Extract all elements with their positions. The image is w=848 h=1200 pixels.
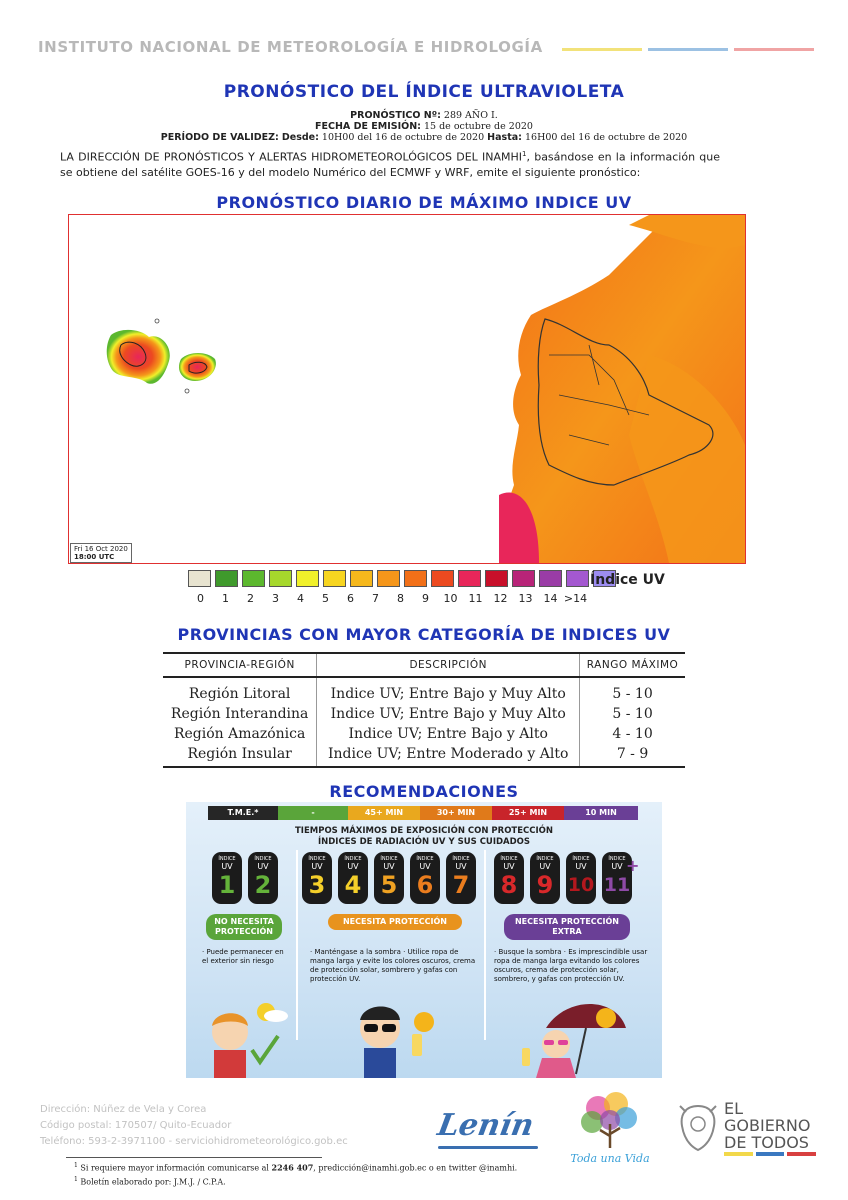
uv-card [410, 852, 440, 904]
header-line-red [734, 48, 814, 51]
provinces-table [163, 652, 685, 768]
uv-card-number: 8 [500, 871, 518, 899]
lenin-logo-text: Lenín [434, 1108, 537, 1143]
footnote-rule [66, 1157, 322, 1158]
page-title: PRONÓSTICO DEL ÍNDICE ULTRAVIOLETA [223, 82, 625, 102]
child-with-check-illustration [212, 1003, 288, 1078]
exposure-bar-tme: T.M.E.* [208, 806, 278, 820]
issue-date-label: FECHA DE EMISIÓN: [315, 121, 421, 132]
intro-text-b: , basándose en la información que se obtiene del satélite GOES-16 y del modelo Numérico del ECMWF y WRF, emite el siguiente pronóstico: [60, 150, 720, 179]
legend-value: 13 [518, 592, 533, 605]
forecast-number-label: PRONÓSTICO Nº: [350, 110, 441, 121]
legend-swatch [539, 570, 562, 587]
legend-swatch [566, 570, 589, 587]
legend-swatch [242, 570, 265, 587]
uv-card-uv: UV [539, 862, 551, 871]
legend-value: 4 [297, 592, 304, 605]
footnote-2-text: Boletín elaborado por: J.M.J. / C.P.A. [80, 1177, 226, 1187]
legend-swatch [377, 570, 400, 587]
legend-swatch [323, 570, 346, 587]
column-header: RANGO MÁXIMO [580, 653, 685, 677]
stripe-red [787, 1152, 816, 1156]
map-timestamp [70, 543, 132, 563]
uv-card-number: 11 [603, 874, 631, 896]
validity-to-label: Hasta: [487, 132, 522, 143]
uv-card [566, 852, 596, 904]
exposure-bar-45: 45+ MIN [348, 806, 420, 820]
uv-card-uv: UV [455, 862, 467, 871]
uv-card-label: ÍNDICE [572, 856, 590, 862]
footnote-1-twitter[interactable]: @inamhi. [478, 1163, 518, 1173]
uv-card-label: ÍNDICE [416, 856, 434, 862]
footer-postal: Código postal: 170507/ Quito-Ecuador [40, 1120, 232, 1131]
recommendations-title: RECOMENDACIONES [329, 782, 519, 801]
galapagos-islands [107, 319, 216, 393]
lenin-logo [434, 1108, 542, 1152]
uv-card-number: 1 [218, 871, 236, 899]
toda-una-vida-text: Toda una Vida [570, 1152, 650, 1165]
uv-card [374, 852, 404, 904]
uv-card-label: ÍNDICE [218, 856, 236, 862]
uv-card [446, 852, 476, 904]
uv-card-label: ÍNDICE [536, 856, 554, 862]
gobierno-line-3: DE TODOS [724, 1133, 809, 1152]
stripe-blue [756, 1152, 785, 1156]
forecast-number-value: 289 AÑO I. [443, 110, 498, 121]
no-protection-pill: NO NECESITA PROTECCIÓN [206, 914, 282, 940]
uv-card-uv: UV [575, 862, 587, 871]
legend-title: Índice UV [590, 572, 665, 588]
gobierno-line-1: EL [724, 1099, 744, 1118]
gobierno-line-2: GOBIERNO [724, 1116, 811, 1135]
uv-card-label: ÍNDICE [452, 856, 470, 862]
infographic-heading-1: TIEMPOS MÁXIMOS DE EXPOSICIÓN CON PROTECCIÓN [294, 826, 554, 836]
uv-card-uv: UV [311, 862, 323, 871]
map-title: PRONÓSTICO DIARIO DE MÁXIMO INDICE UV [216, 193, 632, 212]
recommendations-infographic [186, 802, 662, 1078]
region-cell: Región Interandina [170, 706, 309, 722]
legend-swatch [512, 570, 535, 587]
footnote-1 [74, 1162, 517, 1173]
uv-card-label: ÍNDICE [254, 856, 272, 862]
table-row [163, 677, 685, 704]
legend-swatch [458, 570, 481, 587]
uv-color-legend [188, 570, 620, 587]
no-protection-text: · Puede permanecer en el exterior sin riesgo [202, 948, 284, 965]
legend-value: 7 [372, 592, 379, 605]
protection-text: · Manténgase a la sombra · Utilice ropa de manga larga y evite los colores oscuros, crema de protección solar, sombrero y gafas con protección UV. [310, 948, 476, 983]
stripe-yellow [724, 1152, 753, 1156]
toda-una-vida-logo [570, 1090, 650, 1170]
uv-card-uv: UV [611, 862, 623, 871]
table-row [163, 724, 685, 744]
intro-text-a: LA DIRECCIÓN DE PRONÓSTICOS Y ALERTAS HIDROMETEOROLÓGICOS DEL INAMHI [60, 150, 523, 164]
uv-card-number: 5 [380, 871, 398, 899]
legend-swatch [431, 570, 454, 587]
gobierno-logo-text [724, 1100, 810, 1151]
legend-value: 11 [468, 592, 483, 605]
legend-swatch [350, 570, 373, 587]
mainland-ecuador [499, 215, 745, 563]
legend-swatch [485, 570, 508, 587]
legend-value: 0 [197, 592, 204, 605]
footnote-1-text-a: Si requiere mayor información comunicarse al [80, 1163, 269, 1173]
provinces-title: PROVINCIAS CON MAYOR CATEGORÍA DE INDICES UV [177, 625, 671, 644]
infographic-heading-2: ÍNDICES DE RADIACIÓN UV Y SUS CUIDADOS [317, 837, 531, 847]
uv-card-label: ÍNDICE [308, 856, 326, 862]
legend-swatch [269, 570, 292, 587]
legend-swatch [215, 570, 238, 587]
plus-icon: + [626, 856, 640, 875]
tree-icon [570, 1090, 650, 1150]
protection-pill: NECESITA PROTECCIÓN [328, 914, 462, 930]
footer-address: Dirección: Núñez de Vela y Corea [40, 1104, 207, 1115]
uv-card [212, 852, 242, 904]
uv-card-number: 4 [344, 871, 362, 899]
uv-card-uv: UV [347, 862, 359, 871]
description-cell: Indice UV; Entre Bajo y Muy Alto [317, 704, 580, 724]
header-line-blue [648, 48, 728, 51]
uv-card-uv: UV [257, 862, 269, 871]
table-row [163, 744, 685, 767]
lenin-logo-underline [438, 1146, 538, 1149]
footnote-1-text-b: o en twitter [428, 1163, 477, 1173]
validity-period [0, 132, 848, 144]
region-cell: Región Insular [163, 744, 317, 767]
gobierno-stripes [724, 1152, 816, 1156]
uv-index-map [68, 214, 746, 564]
uv-card [530, 852, 560, 904]
footnote-2-mark: 1 [74, 1176, 78, 1183]
footer-contact [40, 1102, 348, 1150]
uv-card-label: ÍNDICE [380, 856, 398, 862]
exposure-bar-10: 10 MIN [564, 806, 638, 820]
header-color-lines [562, 48, 814, 53]
table-row [163, 704, 685, 724]
uv-card-uv: UV [419, 862, 431, 871]
uv-card-uv: UV [503, 862, 515, 871]
extra-protection-text: · Busque la sombra · Es imprescindible usar ropa de manga larga evitando los colores oscuros, crema de protección solar, sombrero, y gafas con protección UV. [494, 948, 648, 983]
uv-card [338, 852, 368, 904]
uv-card-label: ÍNDICE [608, 856, 626, 862]
exposure-bar-green: - [278, 806, 348, 820]
legend-value: 1 [222, 592, 229, 605]
exposure-bar-25: 25+ MIN [492, 806, 564, 820]
validity-to-value: 16H00 del 16 de octubre de 2020 [524, 132, 688, 143]
legend-value: 12 [493, 592, 508, 605]
uv-card-number: 2 [254, 871, 272, 899]
footer-phone: Teléfono: 593-2-3971100 - serviciohidrometeorológico.gob.ec [40, 1136, 348, 1147]
legend-value: 9 [422, 592, 429, 605]
footnote-1-email[interactable]: , predicción@inamhi.gob.ec [313, 1163, 427, 1173]
column-header: DESCRIPCIÓN [317, 653, 580, 677]
range-cell: 5 - 10 [580, 677, 685, 704]
intro-footnote-mark: 1 [522, 150, 527, 158]
description-cell: Indice UV; Entre Bajo y Muy Alto [317, 677, 580, 704]
legend-value: 6 [347, 592, 354, 605]
footnote-1-mark: 1 [74, 1162, 78, 1169]
infographic-illustrations [186, 988, 662, 1078]
validity-from-value: 10H00 del 16 de octubre de 2020 [321, 132, 485, 143]
uv-card [248, 852, 278, 904]
legend-swatch [188, 570, 211, 587]
legend-swatch [296, 570, 319, 587]
header-line-yellow [562, 48, 642, 51]
footnote-1-phone: 2246 407 [271, 1162, 314, 1173]
child-with-sunglasses-illustration [360, 1007, 434, 1079]
table-header-row [163, 653, 685, 677]
uv-card [302, 852, 332, 904]
validity-from-label: Desde: [281, 132, 319, 143]
range-cell: 4 - 10 [580, 724, 685, 744]
range-cell: 5 - 10 [580, 704, 685, 724]
institute-header: INSTITUTO NACIONAL DE METEOROLOGÍA E HIDROLOGÍA [38, 38, 543, 56]
range-cell: 7 - 9 [580, 744, 685, 767]
region-cell: Región Litoral [188, 686, 291, 702]
uv-card-label: ÍNDICE [500, 856, 518, 862]
legend-value: 14 [543, 592, 558, 605]
uv-card-number: 9 [536, 871, 554, 899]
legend-value: >14 [563, 592, 588, 605]
uv-card-number: 6 [416, 871, 434, 899]
coat-of-arms-icon [676, 1102, 720, 1154]
description-cell: Indice UV; Entre Bajo y Alto [317, 724, 580, 744]
legend-values [188, 592, 588, 605]
uv-card-uv: UV [383, 862, 395, 871]
column-header: PROVINCIA-REGIÓN [163, 653, 317, 677]
legend-value: 2 [247, 592, 254, 605]
uv-map-graphic [69, 215, 745, 563]
region-cell: Región Amazónica [173, 726, 306, 742]
issue-date-value: 15 de octubre de 2020 [423, 121, 533, 132]
uv-card-number: 3 [308, 871, 326, 899]
legend-value: 3 [272, 592, 279, 605]
map-stamp-date: Fri 16 Oct 2020 [74, 545, 128, 553]
exposure-bar-30: 30+ MIN [420, 806, 492, 820]
validity-label: PERÍODO DE VALIDEZ: [160, 132, 279, 143]
uv-card [494, 852, 524, 904]
gobierno-logo [676, 1100, 826, 1158]
uv-card-uv: UV [221, 862, 233, 871]
legend-value: 8 [397, 592, 404, 605]
intro-paragraph [60, 147, 720, 180]
uv-card-number: 7 [452, 871, 470, 899]
description-cell: Indice UV; Entre Moderado y Alto [317, 744, 580, 767]
extra-protection-pill: NECESITA PROTECCIÓN EXTRA [504, 914, 630, 940]
uv-card-number: 10 [567, 874, 595, 896]
legend-swatch [404, 570, 427, 587]
child-with-umbrella-illustration [522, 1004, 626, 1078]
map-stamp-time: 18:00 UTC [74, 553, 115, 561]
uv-card-label: ÍNDICE [344, 856, 362, 862]
legend-value: 5 [322, 592, 329, 605]
legend-value: 10 [443, 592, 458, 605]
footnote-2 [74, 1176, 226, 1187]
